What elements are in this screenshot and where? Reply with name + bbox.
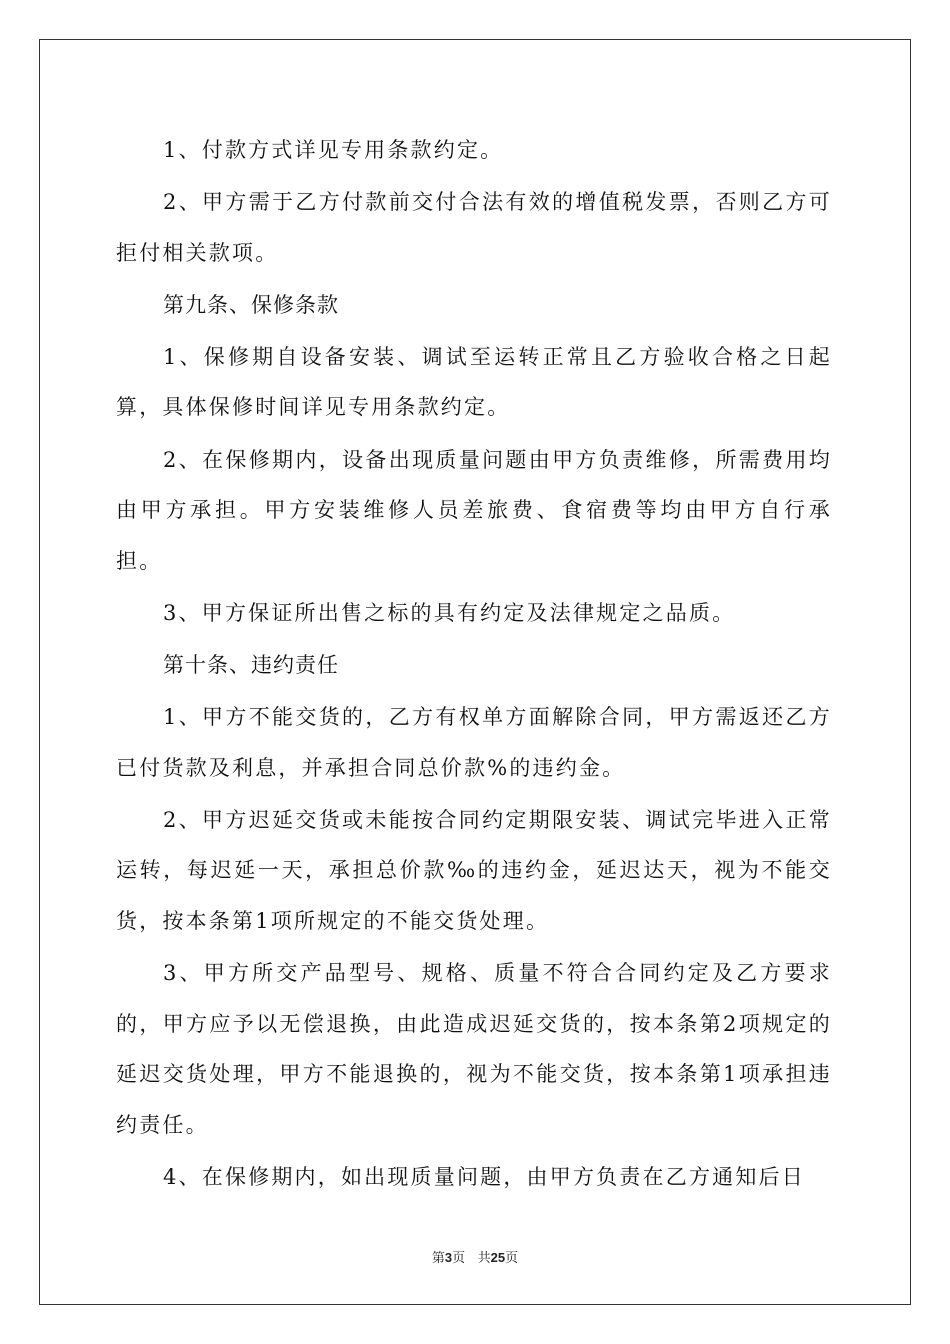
section-heading: 第九条、保修条款	[163, 292, 339, 317]
paragraph: 1、甲方不能交货的，乙方有权单方面解除合同，甲方需返还乙方已付货款及利息，并承担合同总价款%的违约金。	[116, 705, 832, 780]
total-label-prefix: 共	[477, 1251, 491, 1266]
paragraph: 1、保修期自设备安装、调试至运转正常且乙方验收合格之日起算，具体保修时间详见专用条款约定。	[116, 344, 832, 420]
section-heading: 第十条、违约责任	[163, 652, 339, 677]
total-pages: 25	[490, 1250, 506, 1265]
paragraph: 3、甲方保证所出售之标的具有约定及法律规定之品质。	[163, 600, 736, 625]
paragraph: 1、付款方式详见专用条款约定。	[163, 138, 504, 162]
paragraph: 2、甲方需于乙方付款前交付合法有效的增值税发票，否则乙方可拒付相关款项。	[116, 190, 832, 265]
paragraph: 3、甲方所交产品型号、规格、质量不符合合同约定及乙方要求的，甲方应予以无偿退换，由此造成迟延交货的，按本条第2项规定的延迟交货处理，甲方不能退换的，视为不能交货，按本条第1项承担违约责任。	[116, 961, 832, 1137]
page-footer	[0, 1247, 950, 1266]
page-number: 3	[444, 1250, 453, 1265]
page-label-suffix: 页	[452, 1251, 466, 1266]
paragraph: 2、在保修期内，设备出现质量问题由甲方负责维修，所需费用均由甲方承担。甲方安装维修人员差旅费、食宿费等均由甲方自行承担。	[116, 447, 832, 573]
paragraph: 2、甲方迟延交货或未能按合同约定期限安装、调试完毕进入正常运转，每迟延一天，承担总价款‰的违约金，延迟达天，视为不能交货，按本条第1项所规定的不能交货处理。	[116, 807, 832, 933]
paragraph: 4、在保修期内，如出现质量问题，由甲方负责在乙方通知后日	[163, 1164, 805, 1189]
total-label-suffix: 页	[505, 1251, 519, 1266]
document-body	[116, 125, 832, 1204]
page-label-prefix: 第	[431, 1251, 445, 1266]
